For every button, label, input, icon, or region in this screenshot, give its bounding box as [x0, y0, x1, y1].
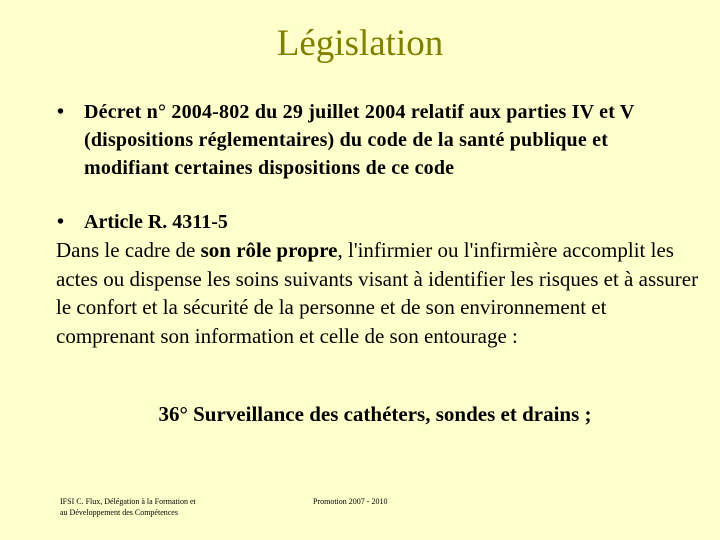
- article-body-start: Dans le cadre de: [56, 238, 201, 262]
- bullet-icon: •: [57, 101, 65, 123]
- article-heading-text: Article R. 4311-5: [84, 211, 228, 233]
- decree-bullet: [57, 98, 697, 182]
- article-body-emphasis: son rôle propre: [200, 238, 338, 262]
- article-body-end: , l'infirmier ou l'infirmière accomplit les actes ou dispense les soins suivants visant à identifier les risques et à assurer le confort et la sécurité de la personne et de son environnement et comprenant son information et celle de son entourage :: [56, 238, 699, 348]
- article-body: [56, 236, 706, 350]
- footer-institution-line2: au Développement des Compétences: [60, 508, 178, 517]
- decree-text: Décret n° 2004-802 du 29 juillet 2004 relatif aux parties IV et V (dispositions réglementaires) du code de la santé publique et modifiant certaines dispositions de ce code: [84, 101, 635, 179]
- footer-institution-line1: IFSI C. Flux, Délégation à la Formation et: [60, 497, 196, 506]
- care-item: 36° Surveillance des cathéters, sondes et drains ;: [158, 402, 592, 426]
- article-heading: [57, 209, 228, 235]
- footer-institution: [60, 496, 240, 518]
- footer-promotion: Promotion 2007 - 2010: [313, 497, 388, 506]
- slide-title: Législation: [276, 23, 444, 64]
- bullet-icon: •: [57, 211, 65, 233]
